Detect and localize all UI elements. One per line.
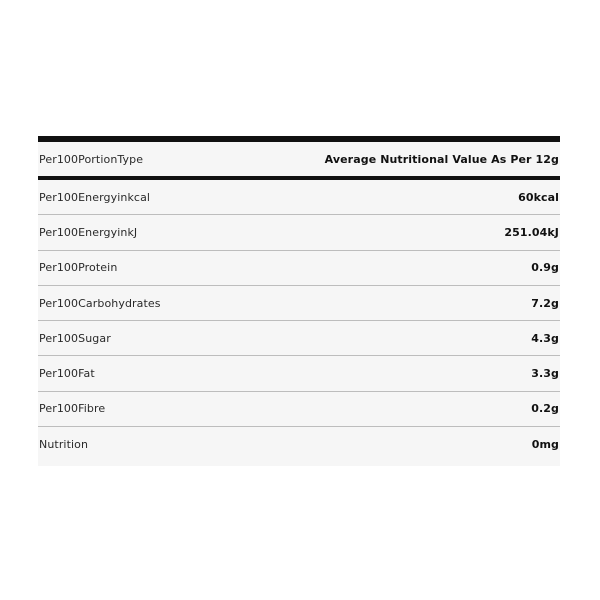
row-label: Per100Sugar — [39, 331, 111, 345]
row-label: Per100Fat — [39, 367, 95, 381]
row-label: Per100Carbohydrates — [39, 296, 161, 310]
table-row — [38, 215, 560, 250]
row-value: 3.3g — [531, 367, 559, 381]
header-value: Average Nutritional Value As Per 12g — [324, 152, 559, 166]
table-row — [38, 251, 560, 286]
row-label: Per100Energyinkcal — [39, 190, 151, 204]
table-row — [38, 180, 560, 215]
row-label: Per100Fibre — [39, 402, 106, 416]
row-label: Per100EnergyinkJ — [39, 225, 138, 239]
row-value: 0.2g — [531, 402, 559, 416]
header-label: Per100PortionType — [39, 152, 144, 166]
table-row — [38, 286, 560, 321]
row-label: Per100Protein — [39, 261, 118, 275]
row-value: 60kcal — [518, 190, 559, 204]
table-row — [38, 321, 560, 356]
row-value: 0.9g — [531, 261, 559, 275]
table-row — [38, 427, 560, 462]
table-row — [38, 392, 560, 427]
row-value: 7.2g — [531, 296, 559, 310]
row-label: Nutrition — [39, 438, 89, 452]
nutrition-table — [38, 136, 560, 466]
table-header-row — [38, 142, 560, 180]
row-value: 4.3g — [531, 331, 559, 345]
row-value: 0mg — [531, 438, 559, 452]
table-row — [38, 356, 560, 391]
row-value: 251.04kJ — [504, 225, 559, 239]
